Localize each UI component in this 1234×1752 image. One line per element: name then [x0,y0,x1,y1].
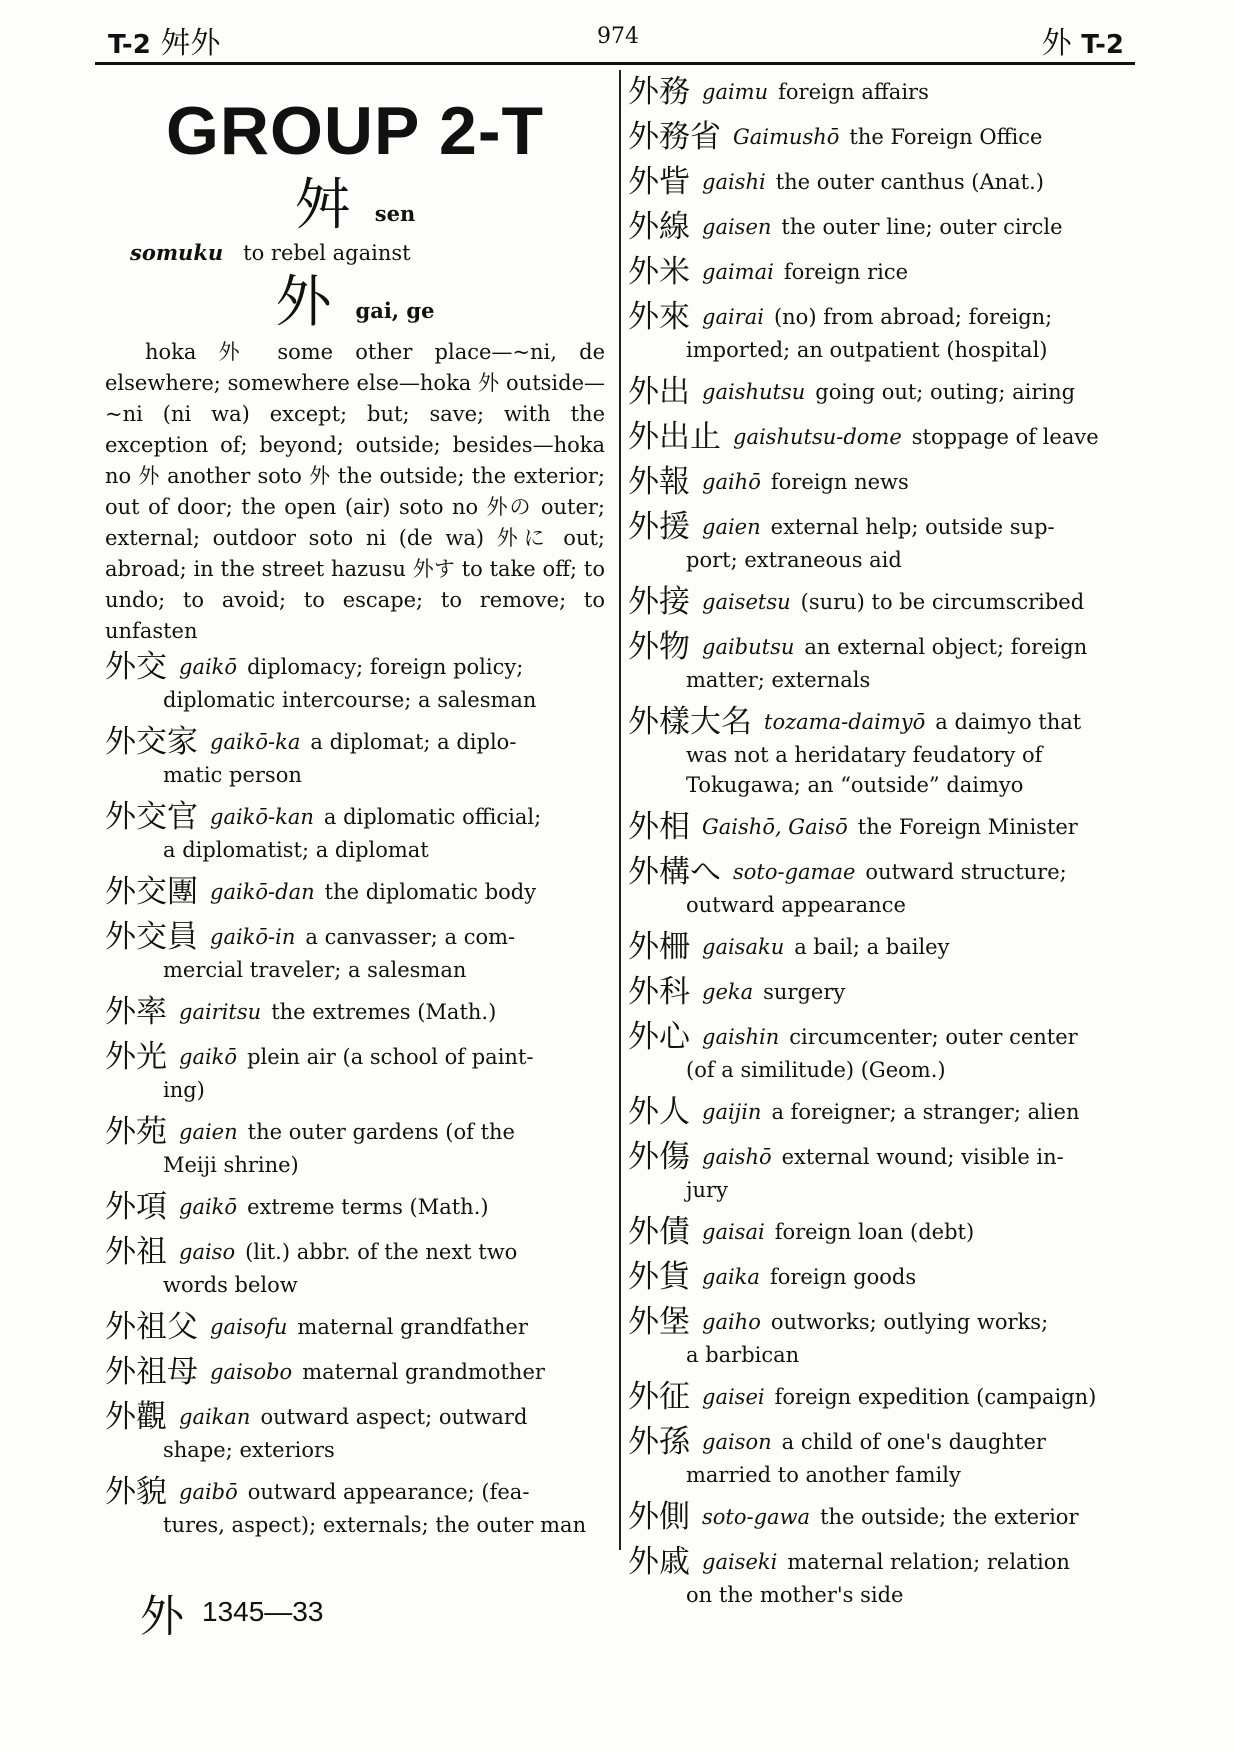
entry-kanji: 外相 [628,809,690,845]
entry-definition-continued: words below [163,1273,298,1297]
entry-definition-continued: was not a heridatary feudatory of Tokugawa; an “outside” daimyo [686,743,1043,797]
left-entry-list [105,649,605,1540]
entry-definition: an external object; foreign [804,635,1088,659]
entry-romaji: gaisofu [210,1315,288,1339]
entry-definition-continued: jury [686,1178,728,1202]
entry-kanji: 外傷 [628,1139,690,1175]
entry-kanji: 外出 [628,374,690,410]
entry-definition: circumcenter; outer center [789,1025,1078,1049]
entry-kanji: 外交官 [105,799,198,835]
entry-kanji: 外側 [628,1499,690,1535]
entry-kanji: 外堡 [628,1304,690,1340]
page-number: 974 [597,24,639,49]
entry-definition-continued: diplomatic intercourse; a salesman [163,688,537,712]
entry-definition: foreign affairs [778,80,929,104]
entry-kanji: 外光 [105,1039,167,1075]
entry-kanji: 外報 [628,464,690,500]
entry-romaji: gairai [702,305,764,329]
entry-definition-continued: outward appearance [686,893,906,917]
entry-definition: plein air (a school of paint- [247,1045,534,1069]
entry-romaji: Gaimushō [733,125,840,149]
entry-definition: a diplomat; a diplo- [310,730,517,754]
entry-romaji: gaisen [702,215,772,239]
entry-definition: the Foreign Office [849,125,1043,149]
entry-romaji: gaisaku [702,935,785,959]
footer-reference: 1345—33 [202,1596,324,1627]
entry-romaji: gaikō [179,1045,238,1069]
entry-definition-continued: Meiji shrine) [163,1153,299,1177]
entry-romaji: gaimu [702,80,769,104]
dictionary-entry [628,629,1133,695]
group-title: GROUP 2-T [165,93,545,169]
entry-definition: outward structure; [865,860,1067,884]
entry-romaji: gaien [702,515,761,539]
entry-romaji: gaikō-kan [210,805,314,829]
dictionary-entry [628,1424,1133,1490]
dictionary-entry [628,1094,1133,1130]
entry-romaji: gaikō [179,1195,238,1219]
dictionary-entry [105,1039,605,1105]
entry-definition-continued: on the mother's side [686,1583,904,1607]
entry-romaji: gaimai [702,260,774,284]
entry-definition-continued: mercial traveler; a salesman [163,958,467,982]
dictionary-entry [628,209,1133,245]
dictionary-entry [105,1309,605,1345]
entry-definition: maternal grandfather [297,1315,528,1339]
headword-reading: gai, ge [355,297,435,323]
entry-definition: outworks; outlying works; [770,1310,1049,1334]
dictionary-entry [105,919,605,985]
entry-definition: external help; outside sup- [770,515,1055,539]
definition-romaji: somuku [130,240,224,265]
entry-kanji: 外交員 [105,919,198,955]
dictionary-entry [105,799,605,865]
entry-kanji: 外項 [105,1189,167,1225]
entry-romaji: gaihō [702,470,761,494]
dictionary-entry [105,1234,605,1300]
entry-definition-continued: imported; an outpatient (hospital) [686,338,1048,362]
entry-definition: the extremes (Math.) [271,1000,497,1024]
dictionary-entry [105,1114,605,1180]
entry-definition: foreign rice [783,260,909,284]
entry-romaji: gaibō [179,1480,238,1504]
dictionary-entry [628,299,1133,365]
entry-romaji: gaisai [702,1220,765,1244]
dictionary-entry [628,464,1133,500]
entry-romaji: gaikō-in [210,925,296,949]
entry-kanji: 外線 [628,209,690,245]
entry-kanji: 外科 [628,974,690,1010]
entry-kanji: 外交 [105,649,167,685]
header-right-code: T-2 [1081,30,1124,60]
entry-definition-continued: matter; externals [686,668,871,692]
dictionary-entry [628,119,1133,155]
dictionary-entry [628,1379,1133,1415]
entry-romaji: gaishin [702,1025,780,1049]
entry-kanji: 外眥 [628,164,690,200]
entry-romaji: gaiso [179,1240,236,1264]
entry-romaji: gaisei [702,1385,765,1409]
entry-kanji: 外貌 [105,1474,167,1510]
entry-definition-continued: matic person [163,763,302,787]
dictionary-entry [105,1474,605,1540]
entry-kanji: 外祖父 [105,1309,198,1345]
entry-romaji: Gaishō, Gaisō [702,815,848,839]
header-right [1042,18,1124,62]
entry-romaji: gaison [702,1430,772,1454]
headword-paragraph: hoka 外 some other place—~ni, de elsewhere; somewhere else—hoka 外 outside—~ni (ni wa) except; but; save; with the exception of; beyond; outside; besides—hoka no 外 another soto 外 the outside; the exterior; out of door; the open (air) soto no 外の outer; external; outdoor soto ni (de wa) 外に out; abroad; in the street hazusu 外す to take off; to undo; to avoid; to escape; to remove; to unfasten [105,340,605,643]
entry-kanji: 外孫 [628,1424,690,1460]
entry-definition: the outer canthus (Anat.) [775,170,1044,194]
entry-romaji: gaikō-ka [210,730,301,754]
headword-definition [130,240,605,265]
dictionary-entry [628,1019,1133,1085]
entry-romaji: gaishi [702,170,766,194]
entry-definition: a foreigner; a stranger; alien [771,1100,1080,1124]
entry-romaji: gaibutsu [702,635,795,659]
header-left-code: T-2 [108,30,151,60]
entry-definition: extreme terms (Math.) [247,1195,489,1219]
entry-kanji: 外構へ [628,854,721,890]
entry-definition: external wound; visible in- [781,1145,1064,1169]
dictionary-entry [628,584,1133,620]
entry-definition: a canvasser; a com- [305,925,516,949]
header-left [108,18,220,62]
entry-kanji: 外來 [628,299,690,335]
entry-romaji: tozama-daimyō [764,710,926,734]
dictionary-entry [628,1544,1133,1610]
entry-definition: the outer line; outer circle [781,215,1063,239]
entry-romaji: gaikan [179,1405,251,1429]
entry-definition: diplomacy; foreign policy; [247,655,524,679]
entry-romaji: gaishō [702,1145,772,1169]
dictionary-entry [628,254,1133,290]
entry-definition: foreign loan (debt) [774,1220,975,1244]
entry-definition: the outer gardens (of the [247,1120,515,1144]
entry-definition: surgery [763,980,846,1004]
dictionary-entry [105,1354,605,1390]
dictionary-entry [628,1499,1133,1535]
entry-definition-continued: (of a similitude) (Geom.) [686,1058,946,1082]
page-header [0,14,1234,64]
entry-definition: foreign expedition (campaign) [774,1385,1097,1409]
definition-text: to rebel against [243,241,411,265]
dictionary-entry [628,854,1133,920]
entry-kanji: 外援 [628,509,690,545]
entry-romaji: soto-gamae [733,860,856,884]
entry-definition: going out; outing; airing [815,380,1076,404]
entry-romaji: geka [702,980,754,1004]
entry-definition-continued: ing) [163,1078,205,1102]
header-right-kanji: 外 [1041,26,1072,61]
entry-kanji: 外人 [628,1094,690,1130]
entry-definition: stoppage of leave [911,425,1099,449]
entry-kanji: 外心 [628,1019,690,1055]
headword-kanji: 外 [275,270,332,335]
entry-definition: (lit.) abbr. of the next two [245,1240,518,1264]
entry-kanji: 外米 [628,254,690,290]
entry-definition-continued: married to another family [686,1463,961,1487]
entry-kanji: 外交家 [105,724,198,760]
entry-romaji: gaien [179,1120,238,1144]
entry-definition-continued: port; extraneous aid [686,548,902,572]
right-column [628,74,1133,1619]
entry-romaji: soto-gawa [702,1505,811,1529]
dictionary-entry [628,1214,1133,1250]
page-footer [140,1580,323,1644]
entry-kanji: 外務 [628,74,690,110]
entry-definition-continued: shape; exteriors [163,1438,335,1462]
entry-kanji: 外物 [628,629,690,665]
dictionary-entry [628,419,1133,455]
dictionary-entry [628,704,1133,800]
entry-definition: outward appearance; (fea- [247,1480,530,1504]
entry-kanji: 外交團 [105,874,198,910]
column-divider [619,70,621,1550]
entry-kanji: 外柵 [628,929,690,965]
entry-definition-continued: tures, aspect); externals; the outer man [163,1513,587,1537]
entry-kanji: 外接 [628,584,690,620]
dictionary-entry [105,649,605,715]
entry-romaji: gaikō-dan [210,880,315,904]
dictionary-entry [105,1189,605,1225]
entry-kanji: 外債 [628,1214,690,1250]
entry-definition: the outside; the exterior [820,1505,1079,1529]
entry-kanji: 外戚 [628,1544,690,1580]
entry-kanji: 外樣大名 [628,704,752,740]
entry-definition: foreign goods [769,1265,917,1289]
entry-definition: maternal grandmother [302,1360,545,1384]
dictionary-entry [105,874,605,910]
entry-romaji: gaisobo [210,1360,293,1384]
entry-kanji: 外苑 [105,1114,167,1150]
entry-definition: outward aspect; outward [260,1405,528,1429]
dictionary-entry [628,1304,1133,1370]
dictionary-entry [628,974,1133,1010]
entry-definition: maternal relation; relation [787,1550,1070,1574]
entry-definition: a daimyo that [935,710,1082,734]
entry-definition: a bail; a bailey [794,935,950,959]
dictionary-entry [105,994,605,1030]
entry-romaji: gaijin [702,1100,762,1124]
entry-kanji: 外觀 [105,1399,167,1435]
dictionary-entry [105,724,605,790]
entry-definition: the Foreign Minister [857,815,1078,839]
entry-kanji: 外率 [105,994,167,1030]
dictionary-entry [628,509,1133,575]
entry-kanji: 外祖母 [105,1354,198,1390]
dictionary-entry [105,1399,605,1465]
footer-kanji: 外 [140,1591,184,1642]
headword-gai [105,270,605,335]
right-entry-list [628,74,1133,1610]
dictionary-entry [628,1259,1133,1295]
entry-definition: (suru) to be circumscribed [800,590,1085,614]
header-rule [95,62,1135,65]
entry-definition: a child of one's daughter [781,1430,1046,1454]
entry-kanji: 外務省 [628,119,721,155]
dictionary-entry [628,1139,1133,1205]
entry-definition: (no) from abroad; foreign; [773,305,1053,329]
entry-romaji: gaishutsu [702,380,806,404]
entry-romaji: gaikō [179,655,238,679]
header-left-kanji: 舛外 [160,26,221,61]
dictionary-entry [628,929,1133,965]
left-column [105,74,605,1549]
entry-kanji: 外出止 [628,419,721,455]
entry-romaji: gaisetsu [702,590,791,614]
headword-kanji: 舛 [294,173,351,238]
entry-romaji: gaiho [702,1310,761,1334]
dictionary-entry [628,809,1133,845]
headword-reading: sen [374,200,416,226]
headword-sen [105,173,605,238]
dictionary-entry [628,164,1133,200]
dictionary-entry [628,74,1133,110]
entry-romaji: gaika [702,1265,760,1289]
entry-romaji: gaiseki [702,1550,778,1574]
entry-definition: the diplomatic body [324,880,537,904]
dictionary-entry [628,374,1133,410]
entry-kanji: 外征 [628,1379,690,1415]
entry-definition: a diplomatic official; [323,805,542,829]
entry-definition-continued: a diplomatist; a diplomat [163,838,429,862]
entry-romaji: gaishutsu-dome [733,425,902,449]
entry-kanji: 外祖 [105,1234,167,1270]
entry-definition: foreign news [770,470,909,494]
entry-definition-continued: a barbican [686,1343,800,1367]
entry-romaji: gairitsu [179,1000,262,1024]
entry-kanji: 外貨 [628,1259,690,1295]
